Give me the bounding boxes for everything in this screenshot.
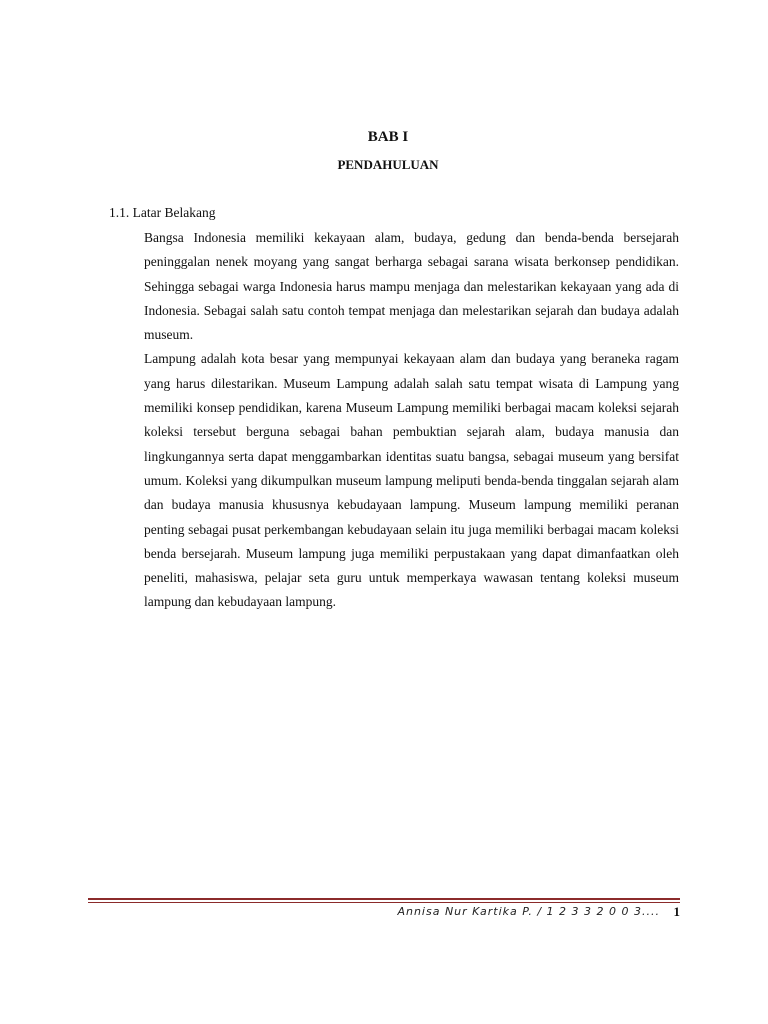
section-heading: 1.1. Latar Belakang [109, 205, 216, 220]
page-number: 1 [673, 904, 680, 919]
footer-divider-thin [88, 902, 680, 903]
chapter-title: PENDAHULUAN [337, 157, 439, 172]
footer-divider [88, 898, 680, 900]
paragraph: Bangsa Indonesia memiliki kekayaan alam, budaya, gedung dan benda-benda bersejarah peninggalan nenek moyang yang sangat berharga sebagai sarana wisata berkonsep pendidikan. Sehingga sebagai warga Indonesia harus mampu menjaga dan melestarikan kekayaan yang ada di Indonesia. Sebagai salah satu contoh tempat menjaga dan melestarikan sejarah dan budaya adalah museum. [144, 230, 679, 343]
section-body [144, 226, 679, 615]
chapter-number: BAB I [367, 129, 409, 145]
paragraph: Lampung adalah kota besar yang mempunyai kekayaan alam dan budaya yang beraneka ragam yang harus dilestarikan. Museum Lampung adalah salah satu tempat wisata di Lampung yang memiliki konsep pendidikan, karena Museum Lampung memiliki berbagai macam koleksi sejarah koleksi tersebut berguna sebagai bahan pembuktian sejarah alam, budaya manusia dan lingkungannya serta dapat menggambarkan identitas suatu bangsa, sebagai museum yang bersifat umum. Koleksi yang dikumpulkan museum lampung meliputi benda-benda tinggalan sejarah alam dan budaya manusia khususnya kebudayaan lampung. Museum lampung memiliki peranan penting sebagai pusat perkembangan kebudayaan selain itu juga memiliki berbagai macam koleksi benda bersejarah. Museum lampung juga memiliki perpustakaan yang dapat dimanfaatkan oleh peneliti, mahasiswa, pelajar seta guru untuk memperkaya wawasan tentang koleksi museum lampung dan kebudayaan lampung. [144, 351, 679, 610]
footer-author: Annisa Nur Kartika P. / 1 2 3 3 2 0 0 3.... [397, 905, 660, 918]
